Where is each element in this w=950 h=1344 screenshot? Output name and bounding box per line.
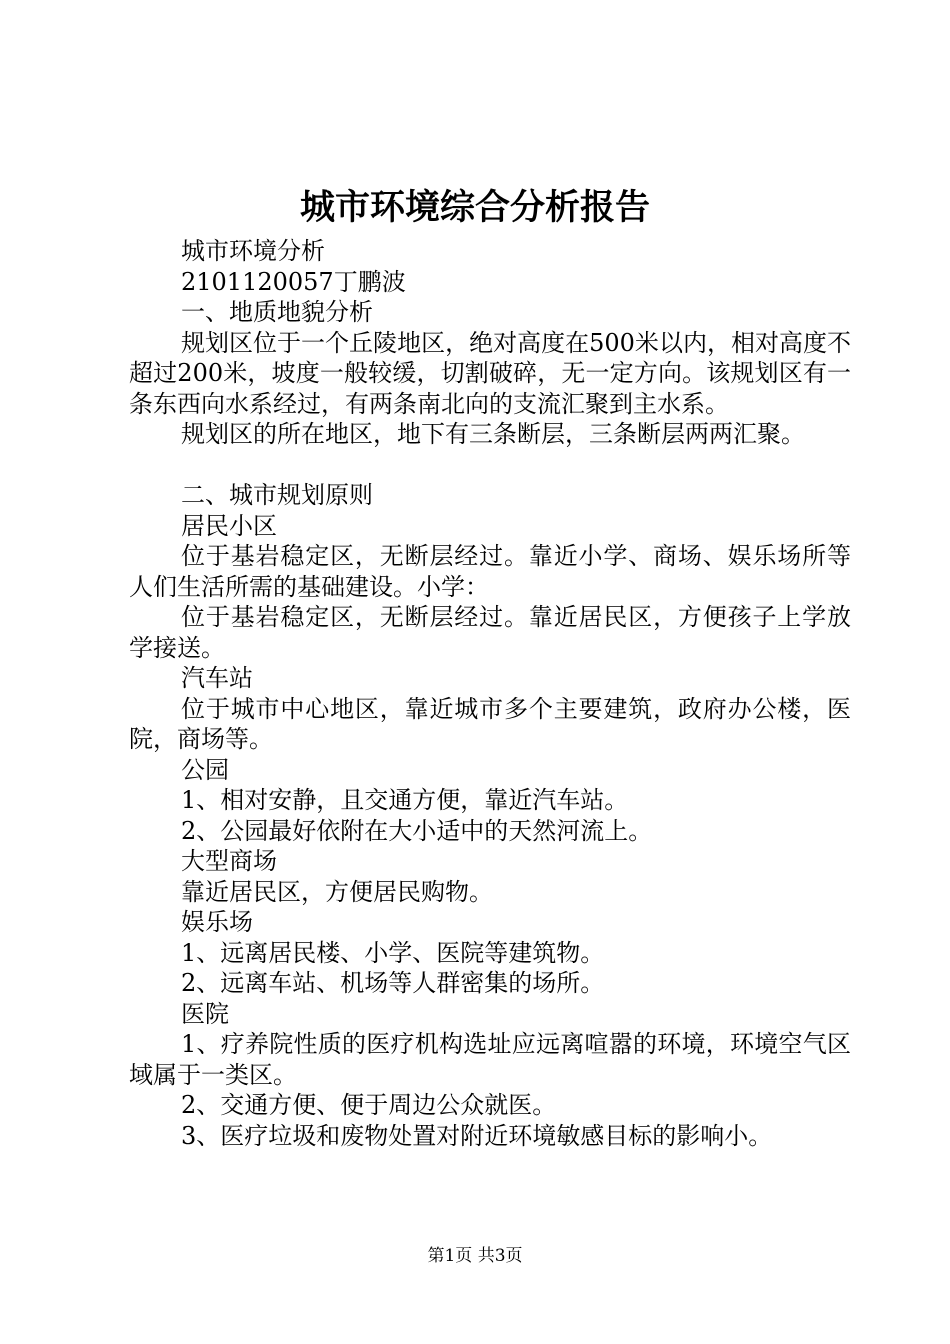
blank-line [129,450,851,481]
list-item: 2、远离车站、机场等人群密集的场所。 [181,969,605,997]
item-heading: 公园 [181,755,229,784]
paragraph: 靠近居民区，方便居民购物。 [181,877,493,906]
paragraph: 规划区位于一个丘陵地区，绝对高度在500米以内，相对高度不超过200米，坡度一般较缓，切割破碎，无一定方向。该规划区有一条东西向水系经过，有两条南北向的支流汇聚到主水系。 [129,328,851,418]
section-heading-geology: 一、地质地貌分析 [181,298,373,326]
page-footer: 第1页 共3页 [427,1246,523,1266]
paragraph: 规划区的所在地区，地下有三条断层，三条断层两两汇聚。 [181,420,805,448]
section-heading-planning: 二、城市规划原则 [181,481,373,509]
paragraph: 位于城市中心地区，靠近城市多个主要建筑，政府办公楼，医院，商场等。 [129,694,851,753]
paragraph: 位于基岩稳定区，无断层经过。靠近居民区，方便孩子上学放学接送。 [129,603,851,662]
document-body [129,236,851,1151]
list-item: 2、公园最好依附在大小适中的天然河流上。 [181,816,653,845]
list-item: 3、医疗垃圾和废物处置对附近环境敏感目标的影响小。 [181,1121,773,1150]
item-heading: 娱乐场 [181,908,253,936]
list-item: 1、疗养院性质的医疗机构选址应远离喧嚣的环境，环境空气区域属于一类区。 [129,1030,851,1089]
list-item: 1、远离居民楼、小学、医院等建筑物。 [181,938,605,967]
item-heading: 大型商场 [181,847,277,875]
item-heading: 医院 [181,999,229,1028]
list-item: 2、交通方便、便于周边公众就医。 [181,1091,557,1119]
list-item: 1、相对安静，且交通方便，靠近汽车站。 [181,786,629,814]
item-heading: 居民小区 [181,511,277,540]
paragraph: 位于基岩稳定区，无断层经过。靠近小学、商场、娱乐场所等人们生活所需的基础建设。小学： [129,542,851,601]
paragraph-author: 2101120057丁鹏波 [181,267,406,296]
document-title: 城市环境综合分析报告 [299,188,650,228]
paragraph-subtitle: 城市环境分析 [181,237,325,265]
item-heading: 汽车站 [181,664,253,692]
